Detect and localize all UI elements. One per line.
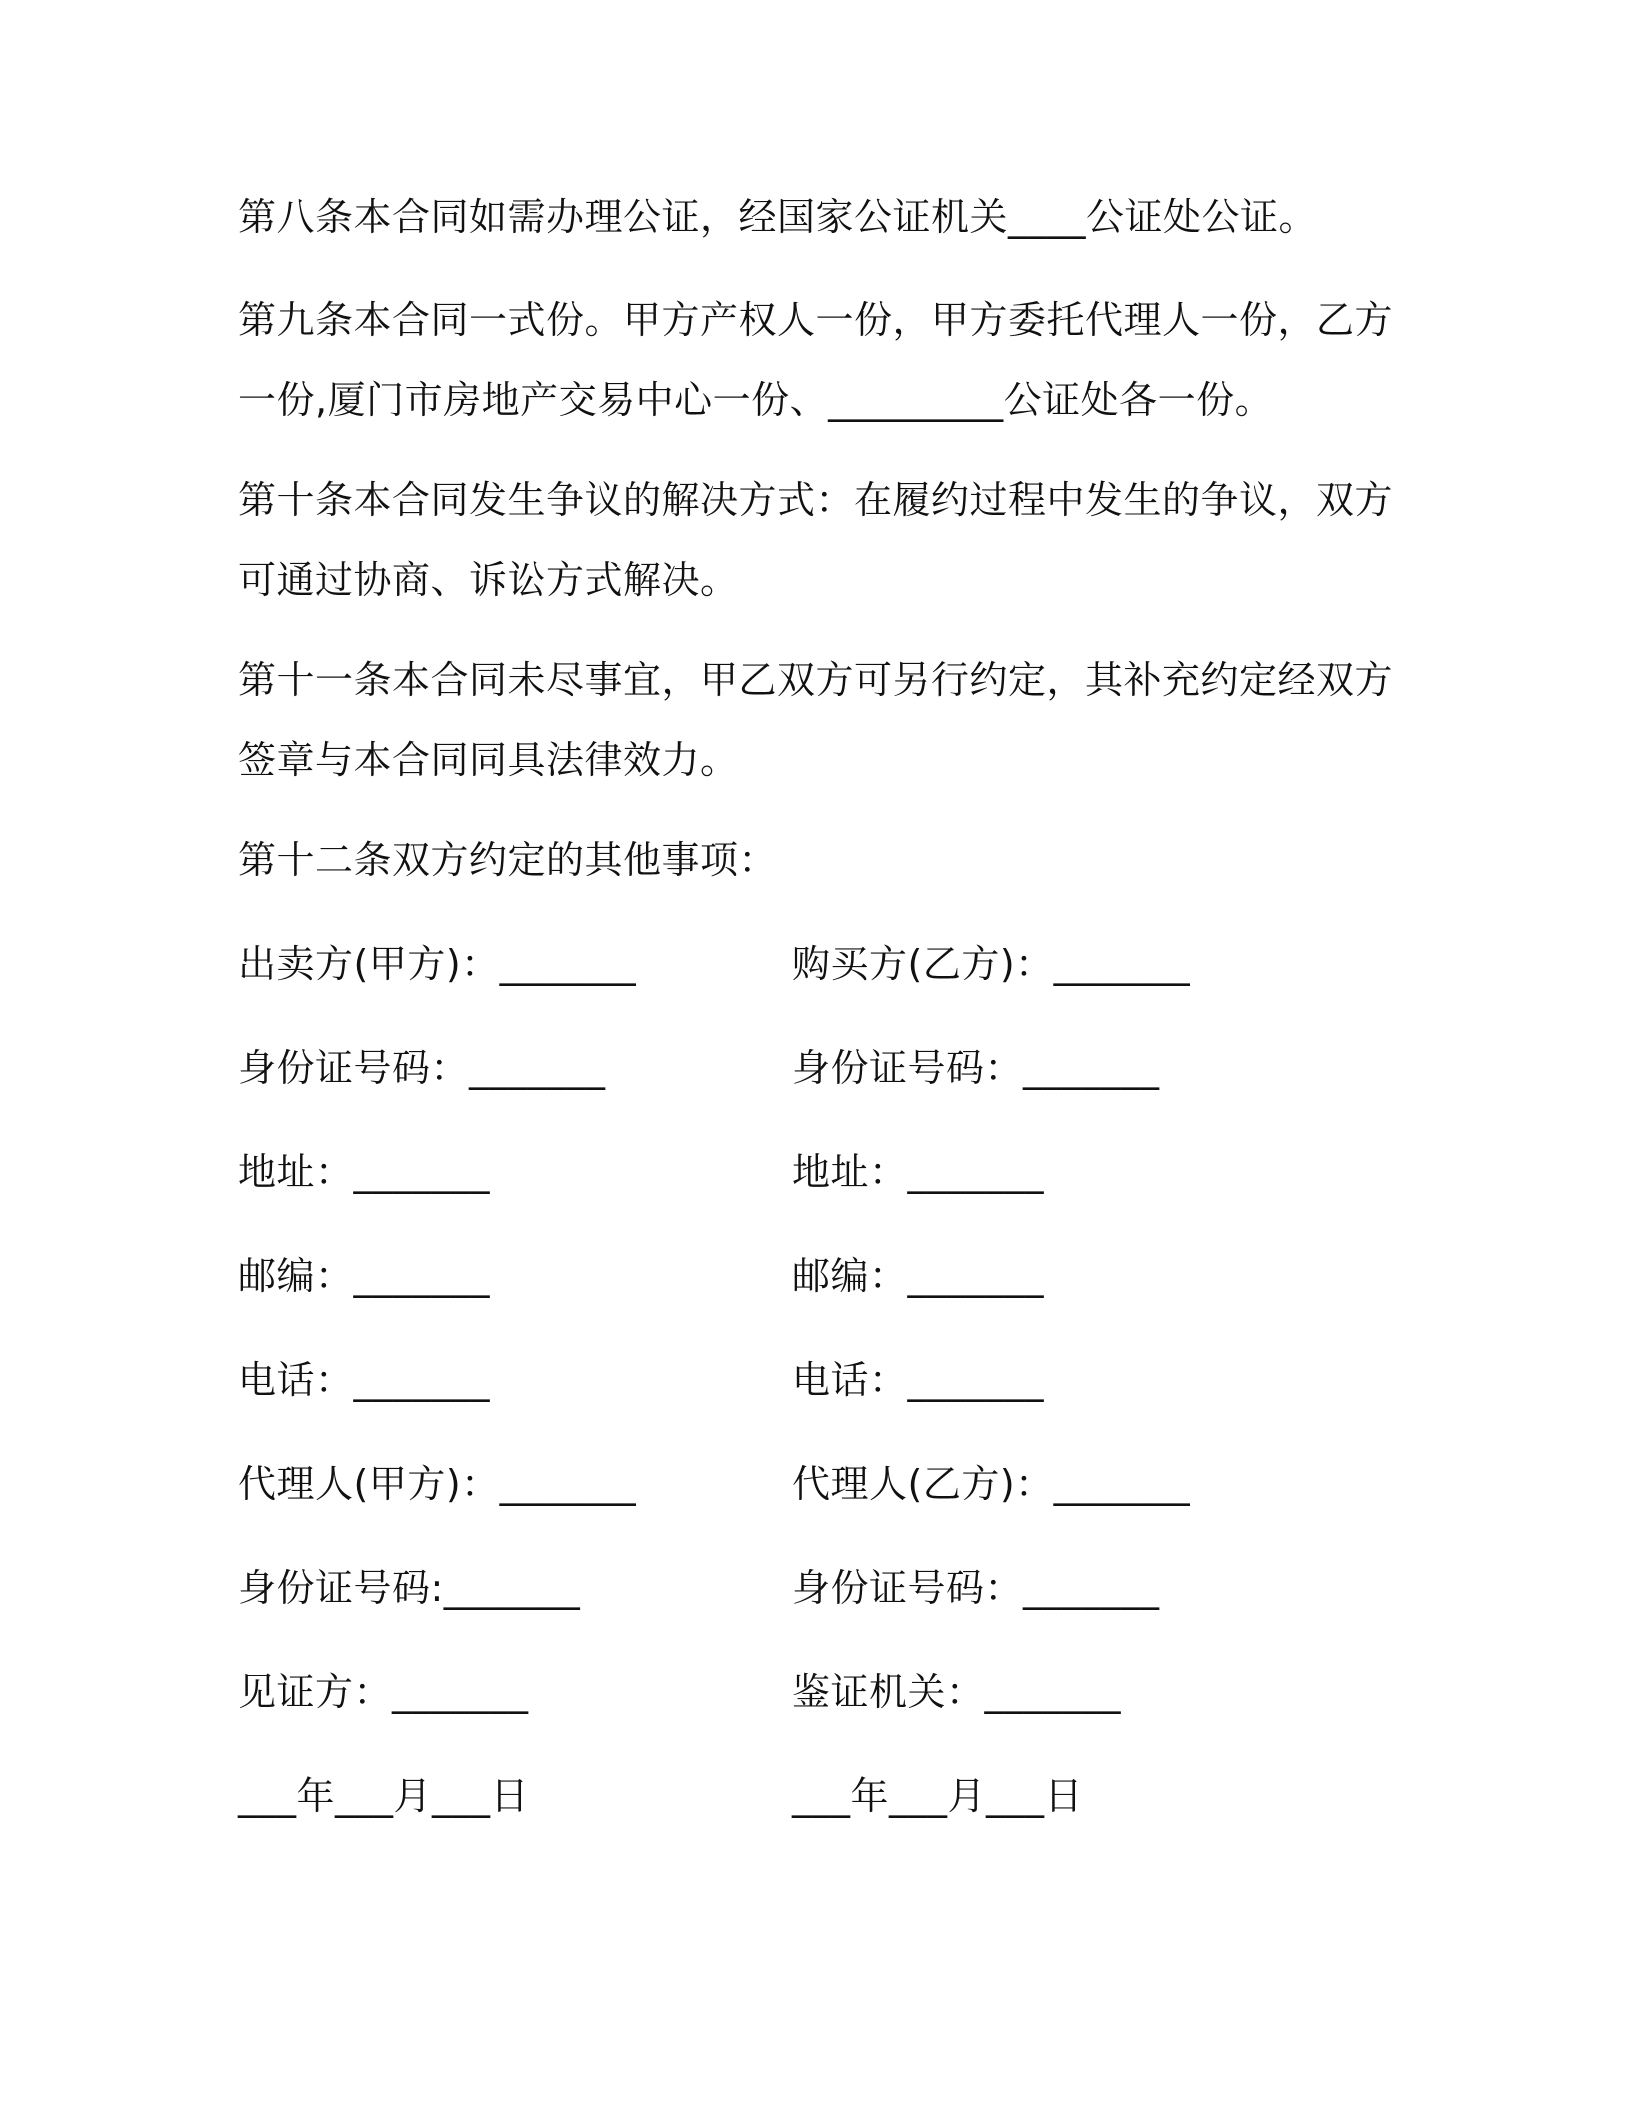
article-11-line-1: 第十一条本合同未尽事宜，甲乙双方可另行约定，其补充约定经双方	[238, 658, 1394, 702]
seller-id-field: 身份证号码：_______	[238, 1046, 606, 1090]
seller-date-field: ___年___月___日	[238, 1774, 530, 1818]
seller-field: 出卖方(甲方)：_______	[238, 942, 637, 986]
buyer-agent-field: 代理人(乙方)：_______	[792, 1462, 1191, 1506]
buyer-field: 购买方(乙方)：_______	[792, 942, 1191, 986]
authenticator-field: 鉴证机关：_______	[792, 1670, 1122, 1714]
seller-agent-field: 代理人(甲方)：_______	[238, 1462, 637, 1506]
seller-agent-id-field: 身份证号码:_______	[238, 1566, 581, 1610]
article-9-line-1: 第九条本合同一式份。甲方产权人一份，甲方委托代理人一份，乙方	[238, 298, 1394, 342]
article-11-line-2: 签章与本合同同具法律效力。	[238, 738, 739, 782]
article-10-line-1: 第十条本合同发生争议的解决方式：在履约过程中发生的争议，双方	[238, 478, 1394, 522]
buyer-agent-id-field: 身份证号码：_______	[792, 1566, 1160, 1610]
seller-phone-field: 电话：_______	[238, 1358, 491, 1402]
article-9-line-2: 一份,厦门市房地产交易中心一份、_________公证处各一份。	[238, 378, 1274, 422]
article-10-line-2: 可通过协商、诉讼方式解决。	[238, 558, 739, 602]
buyer-date-field: ___年___月___日	[792, 1774, 1084, 1818]
seller-postcode-field: 邮编：_______	[238, 1254, 491, 1298]
buyer-postcode-field: 邮编：_______	[792, 1254, 1045, 1298]
article-12: 第十二条双方约定的其他事项：	[238, 838, 778, 882]
buyer-address-field: 地址：_______	[792, 1150, 1045, 1194]
article-8: 第八条本合同如需办理公证，经国家公证机关____公证处公证。	[238, 195, 1318, 239]
seller-address-field: 地址：_______	[238, 1150, 491, 1194]
buyer-id-field: 身份证号码：_______	[792, 1046, 1160, 1090]
buyer-phone-field: 电话：_______	[792, 1358, 1045, 1402]
witness-field: 见证方：_______	[238, 1670, 529, 1714]
